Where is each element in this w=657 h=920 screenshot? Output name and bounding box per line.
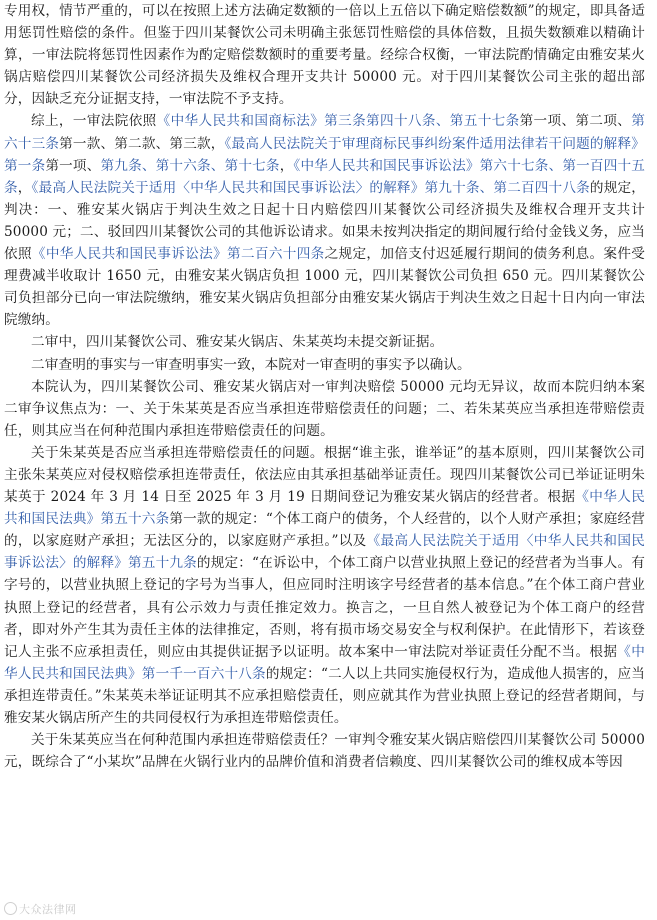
paragraph-text: 关于朱某英是否应当承担连带赔偿责任的问题。根据“谁主张，谁举证”的基本原则，四川某餐饮公司主张朱某英应对侵权赔偿承担连带责任，依法应由其承担基础举证责任。现四川某餐饮公司已举证证明朱某英于 2024 年 3 月 14 日至 2025 年 3 月 19 日期间登记为雅安某火锅店的经营者。根据 [4,444,645,506]
paragraph-text: 的规定：“在诉讼中，个体工商户以营业执照上登记的经营者为当事人。有字号的，以营业执照上登记的字号为当事人，但应同时注明该字号经营者的基本信息。”在个体工商户营业执照上登记的经营者，具有公示效力与责任推定效力。换言之，一旦自然人被登记为个体工商户的经营者，即对外产生其为责任主体的法律推定，否则，将有损市场交易安全与权利保护。在此情形下，若该登记人主张不应承担责任，则应由其提供证据予以证明。故本案中一审法院对举证责任分配不当。根据 [4,555,645,660]
paragraph [4,331,645,353]
legal-citation-link[interactable]: 《最高人民法院关于适用〈中华人民共和国民事诉讼法〉的解释》第五十九条 [4,533,646,572]
watermark-logo-icon [4,902,17,915]
paragraph [4,110,645,331]
legal-citation-link[interactable]: 《中华人民共和国民事诉讼法》第二百六十四条 [31,246,325,263]
legal-citation-link[interactable]: 《最高人民法院关于审理商标民事纠纷案件适用法律若干问题的解释》第一条 [4,135,645,174]
paragraph [4,354,645,376]
paragraph-text: 二审查明的事实与一审查明事实一致，本院对一审查明的事实予以确认。 [31,356,471,373]
paragraph-text: 二审中，四川某餐饮公司、雅安某火锅店、朱某英均未提交新证据。 [31,334,444,351]
legal-citation-link[interactable]: 第六十三条 [4,113,645,152]
paragraph [4,376,645,442]
paragraph-text: 专用权，情节严重的，可以在按照上述方法确定数额的一倍以上五倍以下确定赔偿数额”的规定，即具备适用惩罚性赔偿的条件。但鉴于四川某餐饮公司未明确主张惩罚性赔偿的具体倍数，且损失数额难以精确计算，一审法院将惩罚性因素作为酌定赔偿数额时的重要考量。经综合权衡，一审法院酌情确定由雅安某火锅店赔偿四川某餐饮公司经济损失及维权合理开支共计 50000 元。对于四川某餐饮公司主张的超出部分，因缺乏充分证据支持，一审法院不予支持。 [4,3,645,108]
paragraph-text: 关于朱某英应当在何种范围内承担连带赔偿责任？一审判令雅安某火锅店赔偿四川某餐饮公司 50000 元，既综合了“小某坎”品牌在火锅行业内的品牌价值和消费者信赖度、四川某餐饮公司的维权成本等因 [4,732,645,771]
legal-citation-link[interactable]: 第九条、第十六条、第十七条 [100,157,280,174]
paragraph-text: 第一款、第二款、第三款， [59,135,225,152]
legal-citation-link[interactable]: 《中华人民共和国民法典》第五十六条 [4,489,645,528]
paragraph-text: 第一项、第二项、 [519,113,632,130]
paragraph-text: 综上，一审法院依照 [31,113,157,130]
paragraph-text: 第一款的规定：“个体工商户的债务，个人经营的，以个人财产承担；家庭经营的，以家庭财产承担；无法区分的，以家庭财产承担。”以及 [4,511,645,550]
watermark-text: 大众法律网 [19,903,77,916]
paragraph [4,0,645,110]
legal-citation-link[interactable]: 《最高人民法院关于适用〈中华人民共和国民事诉讼法〉的解释》第九十条、第二百四十八条 [31,179,590,196]
legal-citation-link[interactable]: 《中华人民共和国民法典》第一千一百六十八条 [4,643,645,682]
paragraph-text: 的规定，判决：一、雅安某火锅店于判决生效之日起十日内赔偿四川某餐饮公司经济损失及维权合理开支共计 50000 元；二、驳回四川某餐饮公司的其他诉讼请求。如果未按判决指定的期间履行给付金钱义务，应当依照 [4,179,645,263]
document-body [4,0,645,773]
paragraph-text: ， [279,157,294,174]
paragraph-text: ， [17,179,32,196]
paragraph-text: 之规定，加倍支付迟延履行期间的债务利息。案件受理费减半收取计 1650 元，由雅安某火锅店负担 1000 元，四川某餐饮公司负担 650 元。四川某餐饮公司负担部分已向一审法院缴纳，雅安某火锅店负担部分由雅安某火锅店于判决生效之日起十日内向一审法院缴纳。 [4,246,645,329]
legal-citation-link[interactable]: 《中华人民共和国商标法》第三条第四十八条、第五十七条 [156,113,520,130]
paragraph-text: 第一项、 [45,157,101,174]
paragraph [4,442,645,729]
paragraph-text: 的规定：“二人以上共同实施侵权行为，造成他人损害的，应当承担连带责任。”朱某英未举证证明其不应承担赔偿责任，则应就其作为营业执照上登记的经营者期间，与雅安某火锅店所产生的共同侵权行为承担连带赔偿责任。 [4,665,645,726]
paragraph-text: 本院认为，四川某餐饮公司、雅安某火锅店对一审判决赔偿 50000 元均无异议，故而本院归纳本案二审争议焦点为：一、关于朱某英是否应当承担连带赔偿责任的问题；二、若朱某英应当承担连带赔偿责任，则其应当在何种范围内承担连带赔偿责任的问题。 [4,378,645,439]
paragraph [4,729,645,773]
legal-citation-link[interactable]: 《中华人民共和国民事诉讼法》第六十七条、第一百四十五条 [4,157,646,196]
watermark [4,901,77,917]
